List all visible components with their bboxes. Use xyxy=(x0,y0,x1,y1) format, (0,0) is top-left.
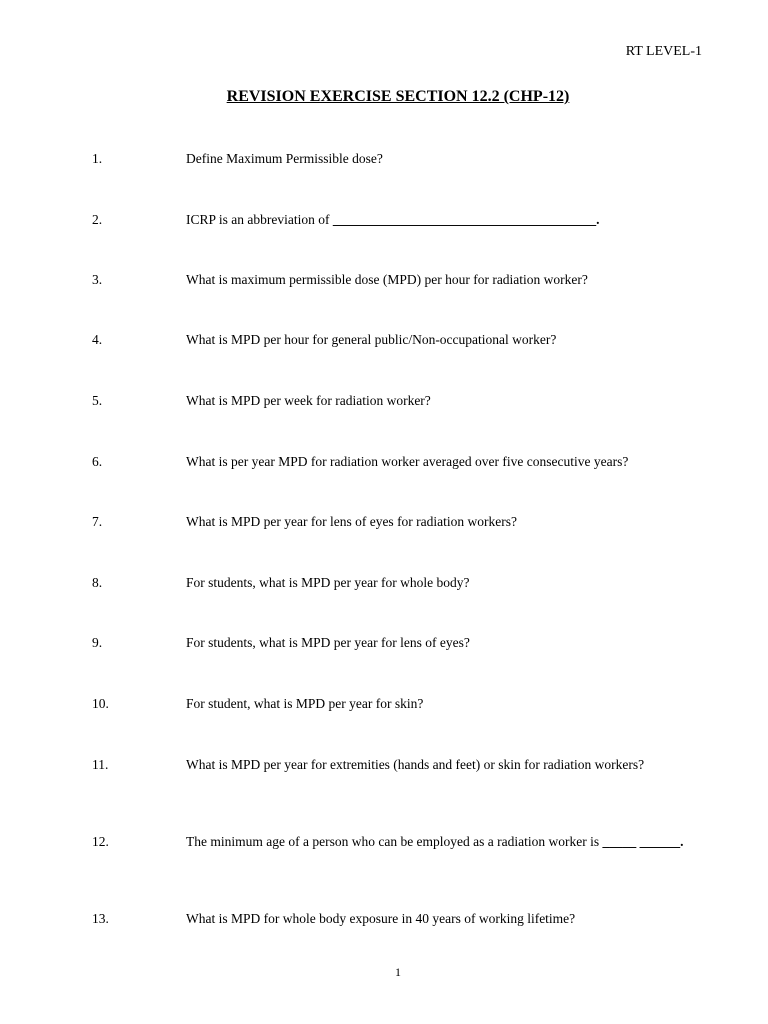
answer-blank: _______________________________________. xyxy=(332,212,600,227)
question-number: 9. xyxy=(92,635,103,650)
header-level: RT LEVEL-1 xyxy=(625,44,702,59)
question-number: 4. xyxy=(92,332,103,347)
question-number: 7. xyxy=(92,514,103,529)
question-text: What is MPD per year for extremities (hands and feet) or skin for radiation workers? xyxy=(186,757,645,772)
question-item xyxy=(92,212,702,228)
question-text xyxy=(92,212,702,228)
question-number: 8. xyxy=(92,575,103,590)
question-item xyxy=(92,911,702,927)
question-number: 11. xyxy=(92,757,109,772)
question-text: For students, what is MPD per year for whole body? xyxy=(186,575,470,590)
question-text: What is MPD per year for lens of eyes for radiation workers? xyxy=(186,514,518,529)
question-item xyxy=(92,454,702,470)
answer-blank: _____ ______. xyxy=(602,834,684,849)
question-item xyxy=(92,757,702,773)
question-text: What is MPD per week for radiation worker? xyxy=(186,393,431,408)
question-text: For student, what is MPD per year for skin? xyxy=(186,696,424,711)
question-number: 13. xyxy=(92,911,109,926)
question-item xyxy=(92,696,702,712)
question-number: 2. xyxy=(92,212,103,227)
question-number: 5. xyxy=(92,393,103,408)
question-number: 3. xyxy=(92,272,103,287)
question-item xyxy=(92,332,702,348)
question-item xyxy=(92,272,702,288)
question-item xyxy=(92,575,702,591)
question-item xyxy=(92,834,702,850)
question-item xyxy=(92,635,702,651)
page-title: REVISION EXERCISE SECTION 12.2 (CHP-12) xyxy=(226,88,570,105)
question-text: What is maximum permissible dose (MPD) per hour for radiation worker? xyxy=(186,272,588,287)
page-number: 1 xyxy=(395,965,401,979)
question-text: Define Maximum Permissible dose? xyxy=(186,151,383,166)
question-text: What is MPD for whole body exposure in 40 years of working lifetime? xyxy=(186,911,576,926)
question-text: For students, what is MPD per year for lens of eyes? xyxy=(186,635,470,650)
question-item xyxy=(92,393,702,409)
question-text-main: ICRP is an abbreviation of xyxy=(186,212,333,227)
question-text: What is per year MPD for radiation worker averaged over five consecutive years? xyxy=(186,454,629,469)
question-number: 6. xyxy=(92,454,103,469)
question-text-main: The minimum age of a person who can be employed as a radiation worker is xyxy=(186,834,603,849)
question-item xyxy=(92,151,702,167)
question-number: 10. xyxy=(92,696,109,711)
question-number: 12. xyxy=(92,834,109,849)
question-text: What is MPD per hour for general public/Non-occupational worker? xyxy=(186,332,557,347)
question-item xyxy=(92,514,702,530)
question-number: 1. xyxy=(92,151,103,166)
question-text xyxy=(140,834,702,850)
